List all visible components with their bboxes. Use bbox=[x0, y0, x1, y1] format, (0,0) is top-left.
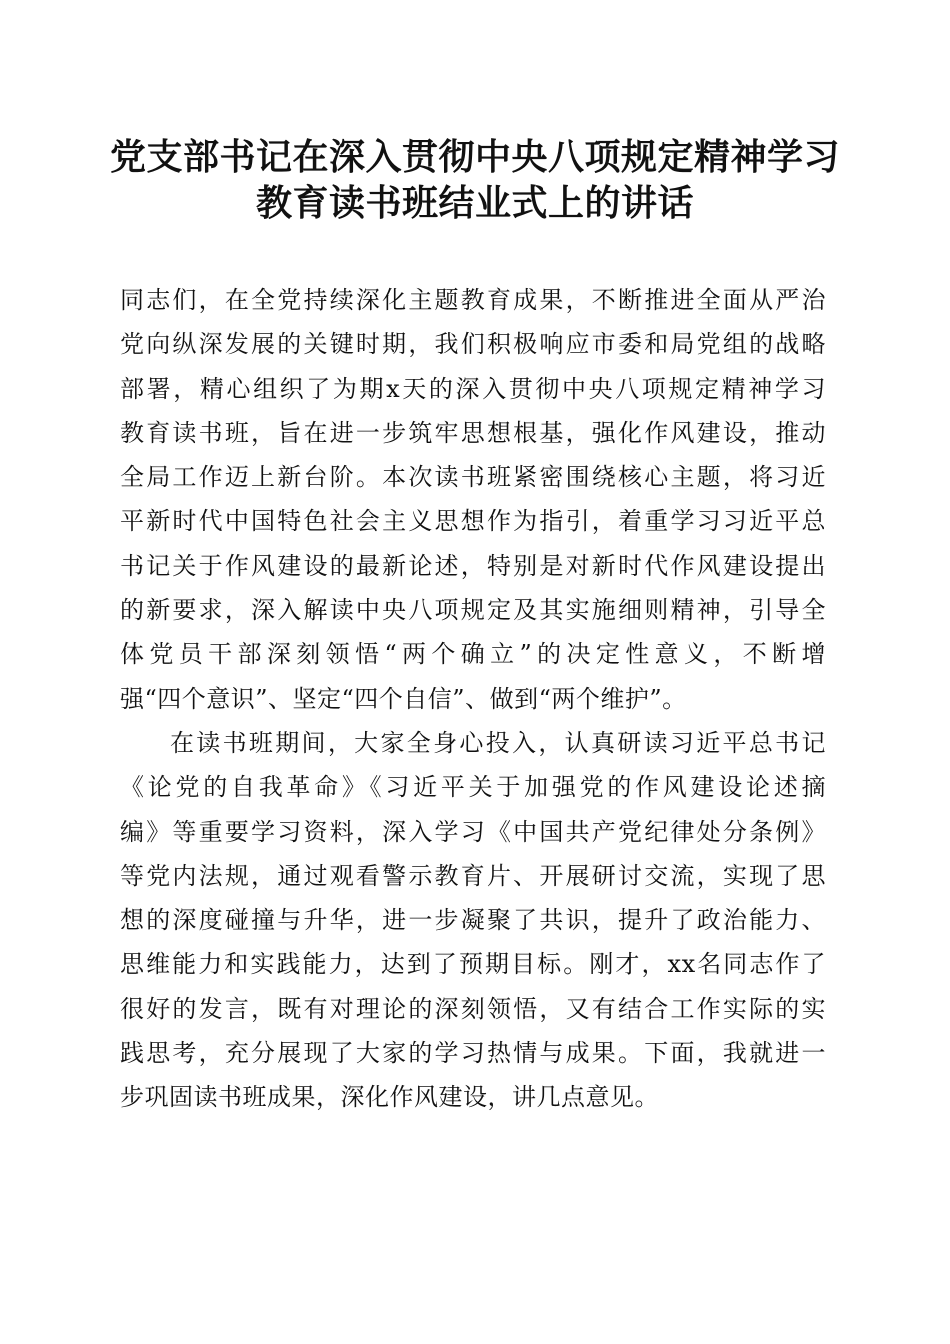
paragraph-line: 践思考，充分展现了大家的学习热情与成果。下面，我就进一 bbox=[120, 1039, 826, 1068]
paragraph-line: 教育读书班，旨在进一步筑牢思想根基，强化作风建设，推动 bbox=[120, 418, 826, 447]
paragraph-line: 党向纵深发展的关键时期，我们积极响应市委和局党组的战略 bbox=[120, 330, 826, 359]
paragraph-line: 全局工作迈上新台阶。本次读书班紧密围绕核心主题，将习近 bbox=[120, 463, 826, 492]
paragraph-line: 同志们，在全党持续深化主题教育成果，不断推进全面从严治 bbox=[120, 286, 826, 314]
document-body bbox=[120, 278, 826, 1120]
paragraph-line: 步巩固读书班成果，深化作风建设，讲几点意见。 bbox=[120, 1083, 659, 1112]
paragraph-1 bbox=[120, 278, 826, 721]
paragraph-line: 编》等重要学习资料，深入学习《中国共产党纪律处分条例》 bbox=[120, 817, 826, 846]
paragraph-line: 等党内法规，通过观看警示教育片、开展研讨交流，实现了思 bbox=[120, 861, 826, 890]
title-line: 教育读书班结业式上的讲话 bbox=[255, 182, 694, 224]
paragraph-line: 书记关于作风建设的最新论述，特别是对新时代作风建设提出 bbox=[120, 551, 826, 580]
paragraph-2 bbox=[120, 721, 826, 1120]
paragraph-line: 的新要求，深入解读中央八项规定及其实施细则精神，引导全 bbox=[120, 596, 826, 625]
paragraph-line: 体党员干部深刻领悟“两个确立”的决定性意义，不断增 bbox=[120, 640, 826, 669]
paragraph-line: 强“四个意识”、坚定“四个自信”、做到“两个维护”。 bbox=[120, 684, 687, 713]
document-title bbox=[95, 134, 855, 226]
paragraph-line: 在读书班期间，大家全身心投入，认真研读习近平总书记 bbox=[170, 728, 826, 757]
paragraph-line: 思维能力和实践能力，达到了预期目标。刚才，xx名同志作了 bbox=[120, 950, 826, 979]
paragraph-line: 很好的发言，既有对理论的深刻领悟，又有结合工作实际的实 bbox=[120, 994, 826, 1023]
paragraph-line: 部署，精心组织了为期x天的深入贯彻中央八项规定精神学习 bbox=[120, 374, 826, 403]
paragraph-line: 《论党的自我革命》《习近平关于加强党的作风建设论述摘 bbox=[120, 773, 826, 802]
paragraph-line: 平新时代中国特色社会主义思想作为指引，着重学习习近平总 bbox=[120, 507, 826, 536]
paragraph-line: 想的深度碰撞与升华，进一步凝聚了共识，提升了政治能力、 bbox=[120, 906, 826, 935]
title-line: 党支部书记在深入贯彻中央八项规定精神学习 bbox=[109, 136, 840, 178]
